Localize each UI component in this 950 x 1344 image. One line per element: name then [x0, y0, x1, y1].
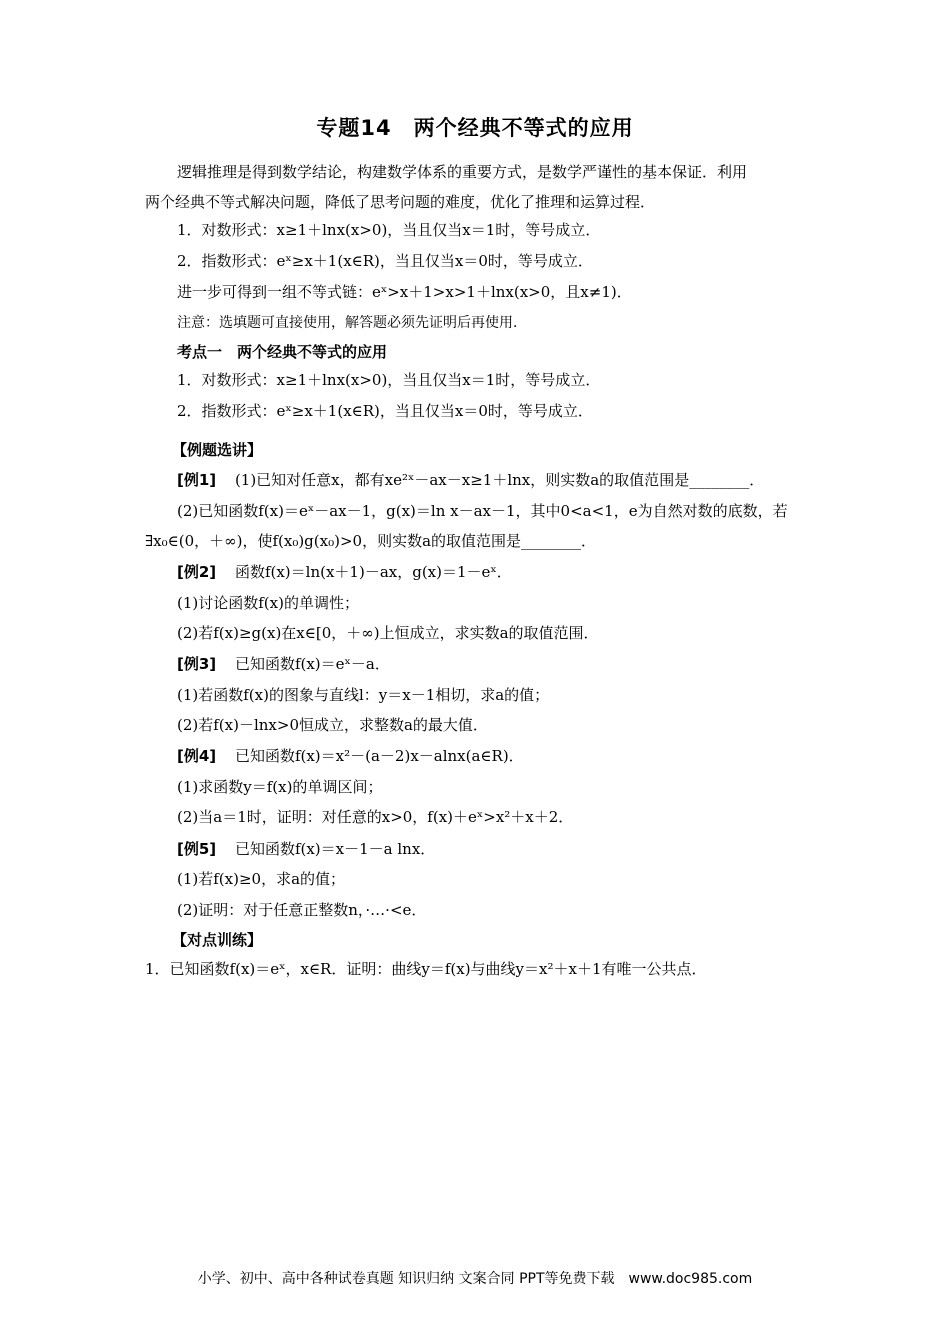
example-5-label: [例5]	[177, 840, 217, 858]
section-title: 考点一 两个经典不等式的应用	[177, 343, 388, 361]
example-3-stem: 已知函数f(x)＝eˣ－a．	[234, 655, 390, 673]
example-1-part-2: (2)已知函数f(x)＝eˣ－ax－1，g(x)＝ln x－ax－1，其中0<a<1，e为自然对数的底数，若	[177, 502, 788, 520]
example-4-stem: 已知函数f(x)＝x²－(a－2)x－alnx(a∈R)．	[234, 747, 524, 765]
exp-form: 2．指数形式：eˣ≥x＋1(x∈R)，当且仅当x＝0时，等号成立．	[177, 252, 593, 270]
example-4-q1: (1)求函数y＝f(x)的单调区间；	[177, 778, 383, 796]
example-5-stem: 已知函数f(x)＝x－1－a lnx．	[234, 840, 436, 858]
example-4-label: [例4]	[177, 747, 217, 765]
intro-line-2: 两个经典不等式解决问题，降低了思考问题的难度，优化了推理和运算过程．	[145, 193, 656, 211]
example-1-label: [例1]	[177, 471, 217, 489]
example-2-q1: (1)讨论函数f(x)的单调性；	[177, 594, 359, 612]
example-3-label: [例3]	[177, 655, 217, 673]
log-form: 1．对数形式：x≥1＋lnx(x>0)，当且仅当x＝1时，等号成立．	[177, 221, 601, 239]
usage-note: 注意：选填题可直接使用，解答题必须先证明后再使用．	[177, 315, 527, 331]
page-title: 专题14 两个经典不等式的应用	[316, 116, 634, 140]
example-4	[177, 746, 524, 766]
example-3-q1: (1)若函数f(x)的图象与直线l：y＝x－1相切，求a的值；	[177, 686, 550, 704]
section-exp-form: 2．指数形式：eˣ≥x＋1(x∈R)，当且仅当x＝0时，等号成立．	[177, 402, 593, 420]
inequality-chain: 进一步可得到一组不等式链：eˣ>x＋1>x>1＋lnx(x>0，且x≠1)．	[177, 283, 632, 301]
training-item-1: 1．已知函数f(x)＝eˣ，x∈R．证明：曲线y＝f(x)与曲线y＝x²＋x＋1有唯一公共点．	[145, 960, 707, 978]
example-2-label: [例2]	[177, 563, 217, 581]
example-1	[177, 470, 764, 490]
example-5-q1: (1)若f(x)≥0，求a的值；	[177, 870, 346, 888]
examples-heading: 【例题选讲】	[172, 441, 263, 459]
intro-line-1: 逻辑推理是得到数学结论，构建数学体系的重要方式，是数学严谨性的基本保证．利用	[177, 163, 748, 181]
example-2	[177, 562, 512, 582]
example-2-stem: 函数f(x)＝ln(x＋1)－ax，g(x)＝1－eˣ．	[234, 563, 512, 581]
footer-text: 小学、初中、高中各种试卷真题 知识归纳 文案合同 PPT等免费下载 www.doc985.com	[197, 1271, 753, 1287]
example-1-part-1: (1)已知对任意x，都有xe²ˣ－ax－x≥1＋lnx，则实数a的取值范围是________．	[234, 471, 765, 489]
example-3	[177, 654, 390, 674]
example-4-q2: (2)当a＝1时，证明：对任意的x>0，f(x)＋eˣ>x²＋x＋2．	[177, 808, 574, 826]
section-log-form: 1．对数形式：x≥1＋lnx(x>0)，当且仅当x＝1时，等号成立．	[177, 371, 601, 389]
example-5	[177, 839, 435, 859]
example-2-q2: (2)若f(x)≥g(x)在x∈[0，＋∞)上恒成立，求实数a的取值范围．	[177, 624, 599, 642]
example-5-q2: (2)证明：对于任意正整数n，·…·<e．	[177, 901, 427, 919]
example-3-q2: (2)若f(x)－lnx>0恒成立，求整数a的最大值．	[177, 716, 488, 734]
example-1-part-2-cont: ∃x₀∈(0，＋∞)，使f(x₀)g(x₀)>0，则实数a的取值范围是________．	[145, 532, 597, 550]
training-heading: 【对点训练】	[172, 931, 263, 949]
